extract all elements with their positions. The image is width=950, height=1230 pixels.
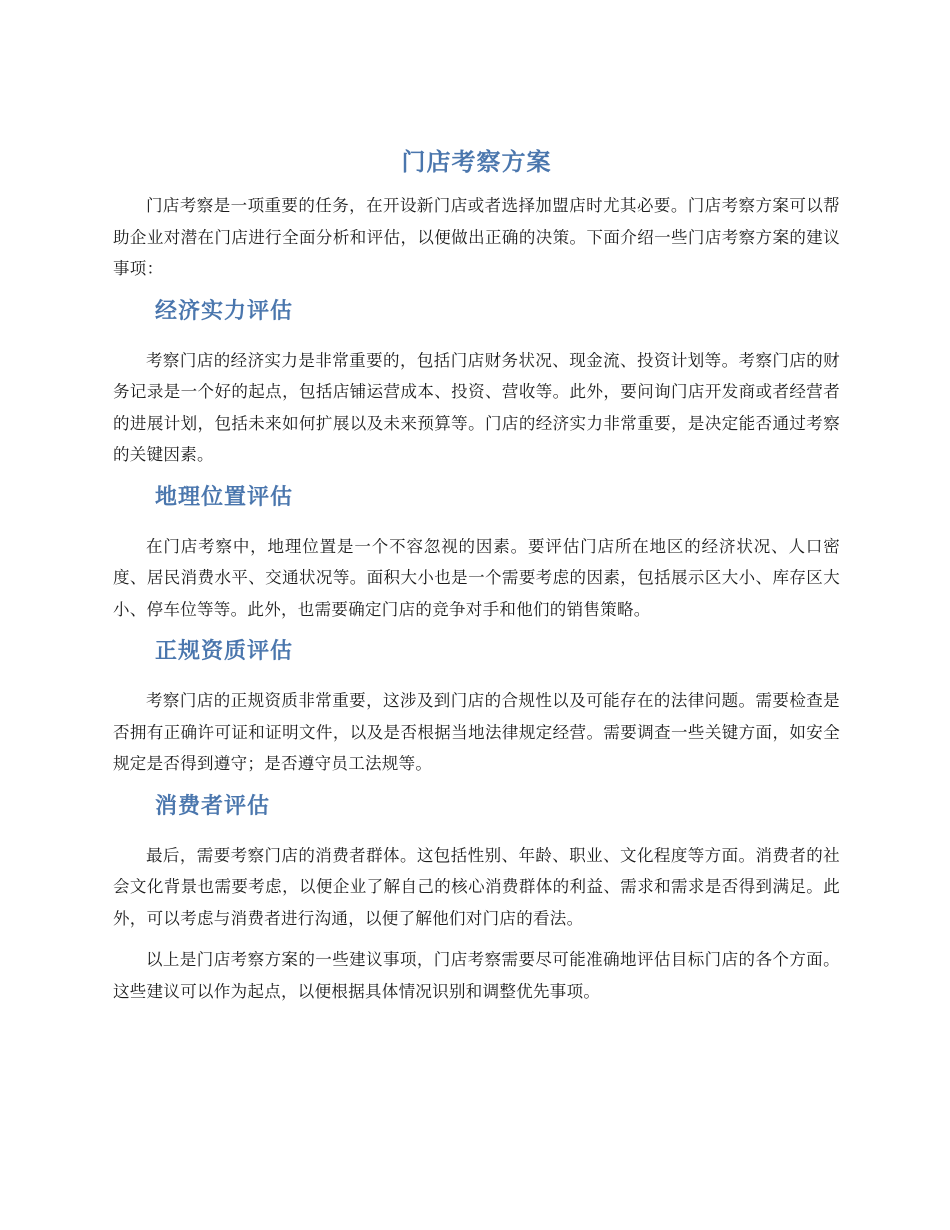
closing-paragraph: 以上是门店考察方案的一些建议事项，门店考察需要尽可能准确地评估目标门店的各个方面。这些建议可以作为起点，以便根据具体情况识别和调整优先事项。 bbox=[113, 950, 840, 1001]
section-paragraph: 最后，需要考察门店的消费者群体。这包括性别、年龄、职业、文化程度等方面。消费者的社会文化背景也需要考虑，以便企业了解自己的核心消费群体的利益、需求和需求是否得到满足。此外，可以考虑与消费者进行沟通，以便了解他们对门店的看法。 bbox=[113, 845, 840, 928]
section-paragraph: 在门店考察中，地理位置是一个不容忽视的因素。要评估门店所在地区的经济状况、人口密度、居民消费水平、交通状况等。面积大小也是一个需要考虑的因素，包括展示区大小、库存区大小、停车位等等。此外，也需要确定门店的竞争对手和他们的销售策略。 bbox=[113, 536, 840, 619]
section-location bbox=[113, 481, 840, 626]
section-paragraph: 考察门店的经济实力是非常重要的，包括门店财务状况、现金流、投资计划等。考察门店的财务记录是一个好的起点，包括店铺运营成本、投资、营收等。此外，要问询门店开发商或者经营者的进展计划，包括未来如何扩展以及未来预算等。门店的经济实力非常重要，是决定能否通过考察的关键因素。 bbox=[113, 350, 840, 464]
section-heading: 地理位置评估 bbox=[155, 484, 294, 510]
section-heading: 消费者评估 bbox=[155, 793, 271, 819]
section-heading: 正规资质评估 bbox=[155, 639, 294, 664]
intro-paragraph: 门店考察是一项重要的任务，在开设新门店或者选择加盟店时尤其必要。门店考察方案可以帮助企业对潜在门店进行全面分析和评估，以便做出正确的决策。下面介绍一些门店考察方案的建议事项： bbox=[113, 196, 840, 278]
section-heading: 经济实力评估 bbox=[155, 298, 294, 324]
section-qualification bbox=[113, 635, 840, 780]
document-page bbox=[113, 140, 840, 1017]
section-economic-strength bbox=[113, 295, 840, 471]
section-consumer bbox=[113, 790, 840, 935]
section-paragraph: 考察门店的正规资质非常重要，这涉及到门店的合规性以及可能存在的法律问题。需要检查是否拥有正确许可证和证明文件，以及是否根据当地法律规定经营。需要调查一些关键方面，如安全规定是否得到遵守；是否遵守员工法规等。 bbox=[113, 691, 840, 773]
document-title: 门店考察方案 bbox=[401, 148, 552, 176]
